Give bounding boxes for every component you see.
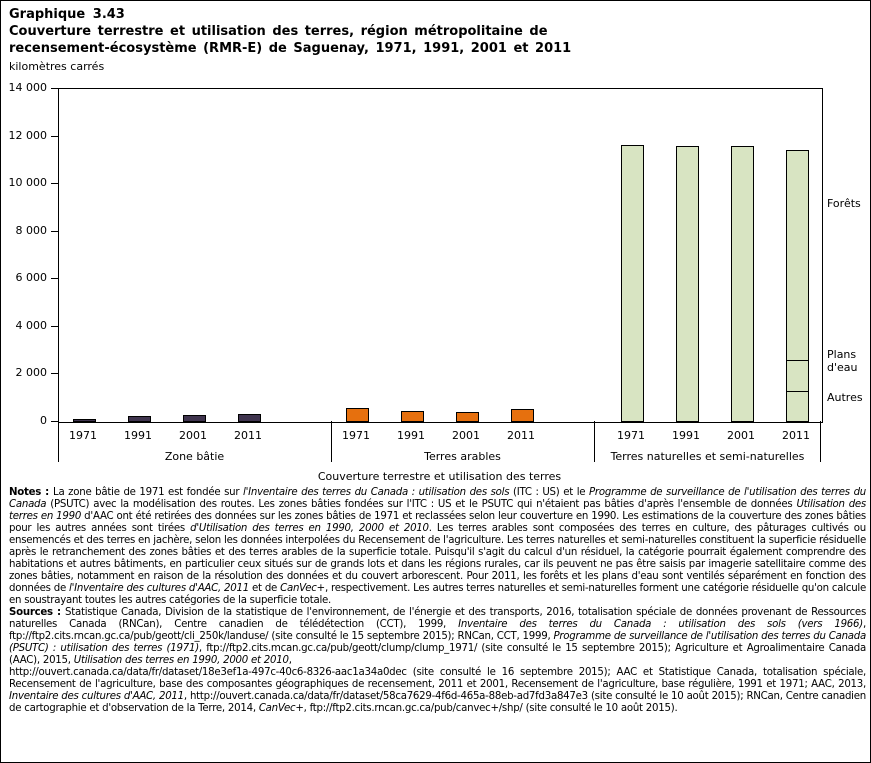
y-axis-tick-mark: [51, 231, 58, 232]
group-label: Terres naturelles et semi-naturelles: [610, 450, 805, 463]
segment-label-forets: Forêts: [827, 197, 861, 210]
y-axis-tick-mark: [51, 136, 58, 137]
footnotes: [9, 487, 866, 715]
y-axis-tick-label: 6 000: [15, 271, 47, 284]
x-tick-label: 1991: [397, 429, 425, 442]
bar-segment: [786, 150, 809, 361]
bar: [676, 146, 699, 422]
figure-title-line-1: Couverture terrestre et utilisation des terres, région métropolitaine de: [9, 24, 548, 39]
x-axis-strip: [58, 421, 821, 487]
segment-label-autres: Autres: [827, 391, 863, 404]
plot-area: [58, 88, 823, 423]
axis-group-separator: [820, 421, 821, 462]
y-axis-tick-label: 12 000: [8, 129, 47, 142]
axis-group-separator: [594, 421, 595, 462]
x-tick-label: 1971: [617, 429, 645, 442]
y-axis-tick-mark: [51, 373, 58, 374]
group-label: Terres arables: [424, 450, 501, 463]
y-axis-tick-label: 0: [40, 414, 47, 427]
x-tick-label: 1971: [69, 429, 97, 442]
x-tick-label: 1971: [342, 429, 370, 442]
y-axis-tick-label: 4 000: [15, 319, 47, 332]
x-tick-label: 2011: [507, 429, 535, 442]
y-axis-tick-label: 10 000: [8, 176, 47, 189]
y-axis-tick-label: 14 000: [8, 81, 47, 94]
x-tick-label: 1991: [672, 429, 700, 442]
x-axis-title: Couverture terrestre et utilisation des terres: [317, 470, 562, 483]
segment-label-plans-deau: Plans d'eau: [827, 348, 858, 374]
x-tick-label: 2011: [782, 429, 810, 442]
figure-number: Graphique 3.43: [9, 7, 125, 22]
axis-group-separator: [331, 421, 332, 462]
y-axis-unit-label: kilomètres carrés: [9, 60, 105, 73]
notes-paragraph: Notes : La zone bâtie de 1971 est fondée sur l'Inventaire des terres du Canada : utilisation des sols (ITC : US) et le Programme de surveillance de l'utilisation des terres du Canada (PSUTC) avec la modélisation des routes. Les zones bâties fondées sur l'ITC : US et le PSUTC qui n'étaient pas bâties d'après l'ensemble de données Utilisation des terres en 1990 d'AAC ont été retirées des données sur les zones bâties de 1971 et reclassées selon leur couverture en 1990. Les estimations de la couverture des zones bâties pour les autres années sont tirées d'Utilisation des terres en 1990, 2000 et 2010. Les terres arables sont composées des terres en culture, des pâturages cultivés ou ensemencés et des terres en jachère, selon les données interpolées du Recensement de l'agriculture. Les terres naturelles et semi-naturelles constituent la superficie résiduelle après le retranchement des zones bâties et des terres arables de la superficie totale. Puisqu'il s'agit du calcul d'un résiduel, la catégorie pourrait également comprendre des habitations et autres bâtiments, en particulier ceux situés sur de grands lots et dans les régions rurales, car ils peuvent ne pas être saisis par imagerie satellitaire comme des zones bâties, notamment en raison de la résolution des données et du couvert arborescent. Pour 2011, les forêts et les plans d'eau sont ventilés séparément en fonction des données de l'Inventaire des cultures d'AAC, 2011 et de CanVec+, respectivement. Les autres terres naturelles et semi-naturelles forment une catégorie résiduelle qu'on calcule en soustrayant toutes les autres catégories de la superficie totale.: [9, 487, 867, 606]
group-label: Zone bâtie: [164, 450, 225, 463]
x-tick-label: 2001: [179, 429, 207, 442]
y-axis-tick-mark: [51, 88, 58, 89]
y-axis-tick-mark: [51, 421, 58, 422]
x-tick-label: 2001: [452, 429, 480, 442]
bar: [621, 145, 644, 422]
y-axis-tick-mark: [51, 326, 58, 327]
bar: [346, 408, 369, 422]
y-axis-tick-mark: [51, 183, 58, 184]
bar: [731, 146, 754, 422]
stacked-bar-2011: [786, 150, 809, 422]
x-tick-label: 2001: [727, 429, 755, 442]
bar-segment: [786, 391, 809, 422]
axis-group-separator: [58, 421, 59, 462]
y-axis-tick-label: 2 000: [15, 366, 47, 379]
bar-segment: [786, 360, 809, 392]
y-axis-tick-mark: [51, 278, 58, 279]
x-tick-label: 1991: [124, 429, 152, 442]
sources-paragraph: Sources : Statistique Canada, Division de la statistique de l'environnement, de l'énergie et des transports, 2016, totalisation spéciale de données provenant de Ressources naturelles Canada (RNCan), Centre canadien de télédétection (CCT), 1999, Inventaire des terres du Canada : utilisation des sols (vers 1966), ftp://ftp2.cits.rncan.gc.ca/pub/geott/cli_250k/landuse/ (site consulté le 15 septembre 2015); RNCan, CCT, 1999, Programme de surveillance de l'utilisation des terres du Canada (PSUTC) : utilisation des terres (1971), ftp://ftp2.cits.mcan.gc.ca/pub/geott/clump/clump_1971/ (site consulté le 15 septembre 2015); Agriculture et Agroalimentaire Canada (AAC), 2015, Utilisation des terres en 1990, 2000 et 2010, http://ouvert.canada.ca/data/fr/dataset/18e3ef1a-497c-40c6-8326-aac1a34a0dec (site consulté le 16 septembre 2015); AAC et Statistique Canada, totalisation spéciale, Recensement de l'agriculture, base des composantes géographiques de recensement, 2011 et 2001, Recensement de l'agriculture, base régulière, 1991 et 1971; AAC, 2013, Inventaire des cultures d'AAC, 2011, http://ouvert.canada.ca/data/fr/dataset/58ca7629-4f6d-465a-88eb-ad7fd3a847e3 (site consulté le 10 août 2015); RNCan, Centre canadien de cartographie et d'observation de la Terre, 2014, CanVec+, ftp://ftp2.cits.rncan.gc.ca/pub/canvec+/shp/ (site consulté le 10 août 2015).: [9, 607, 866, 714]
figure-title-line-2: recensement-écosystème (RMR-E) de Saguenay, 1971, 1991, 2001 et 2011: [9, 41, 572, 56]
figure-header: [9, 6, 571, 73]
x-tick-label: 2011: [234, 429, 262, 442]
y-axis-tick-label: 8 000: [15, 224, 47, 237]
